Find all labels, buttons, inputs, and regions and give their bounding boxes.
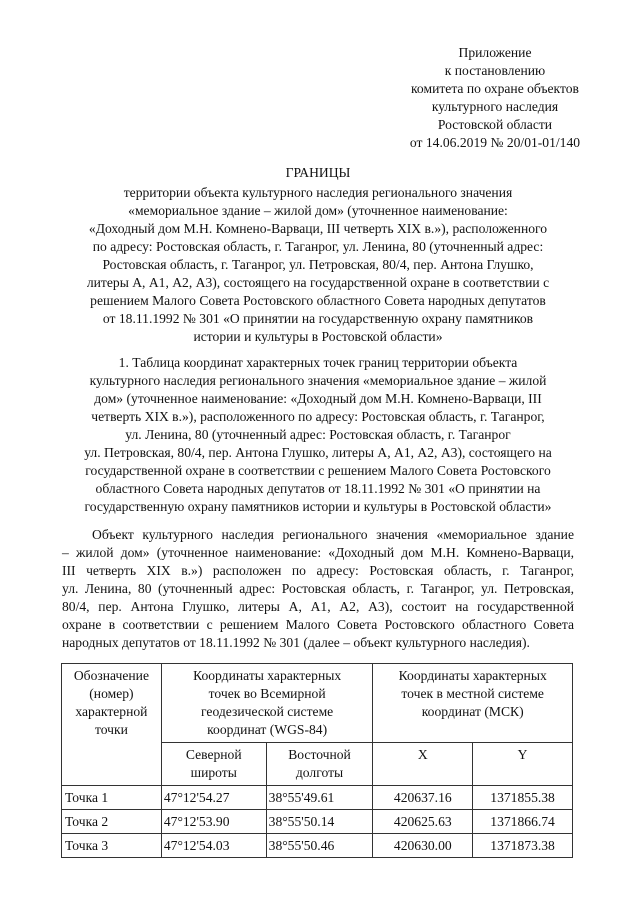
paragraph-line: народных депутатов от 18.11.1992 № 301 (далее – объект культурного наследия).: [62, 635, 530, 650]
section-line: дом» (уточненное наименование: «Доходный дом М.Н. Комнено-Варваци, III: [94, 391, 542, 406]
point-name: Точка 3: [62, 834, 162, 858]
point-longitude: 38°55'50.14: [266, 810, 373, 834]
title-line: истории и культуры в Ростовской области»: [193, 329, 443, 344]
title-line: «Доходный дом М.Н. Комнено-Варваци, III четверть XIX в.»), расположенного: [88, 221, 548, 236]
table-header-row: [62, 664, 573, 743]
section-line: четверть XIX в.»), расположенного по адресу: Ростовская область, г. Таганрог,: [91, 409, 545, 424]
section-line: ул. Ленина, 80 (уточненный адрес: Ростовская область, г. Таганрог: [125, 427, 511, 442]
section-line: культурного наследия регионального значения «мемориальное здание – жилой: [89, 373, 547, 388]
section-line: областного Совета народных депутатов от 18.11.1992 № 301 «О принятии на: [95, 481, 541, 496]
point-y: 1371866.74: [473, 810, 573, 834]
section-line: государственную охрану памятников истории и культуры в Ростовской области»: [84, 499, 552, 514]
title-line: от 18.11.1992 № 301 «О принятии на государственную охрану памятников: [102, 311, 534, 326]
title-line: по адресу: Ростовская область, г. Таганрог, ул. Ленина, 80 (уточненный адрес:: [92, 239, 544, 254]
section-line: ул. Петровская, 80/4, пер. Антона Глушко, литеры А, А1, А2, А3), состоящего на: [84, 445, 552, 460]
appendix-line: комитета по охране объектов: [411, 81, 579, 96]
point-latitude: 47°12'54.03: [161, 834, 266, 858]
section-line: 1. Таблица координат характерных точек границ территории объекта: [118, 355, 518, 370]
paragraph-line: 80/4, пер. Антона Глушко, литеры А, А1, А2, А3), состоит на государственной: [62, 599, 574, 614]
paragraph-line: Объект культурного наследия регионального значения «мемориальное здание: [92, 527, 574, 542]
title-line: Ростовская область, г. Таганрог, ул. Петровская, 80/4, пер. Антона Глушко,: [102, 257, 534, 272]
title-line: решением Малого Совета Ростовского областного Совета народных депутатов: [90, 293, 546, 308]
title-heading: ГРАНИЦЫ: [285, 165, 351, 180]
header-x: X: [373, 743, 473, 786]
header-y: Y: [473, 743, 573, 786]
section-1-heading: [62, 354, 574, 516]
coordinates-table: [61, 663, 573, 858]
paragraph-line: III четверть XIX в.») расположен по адресу: Ростовская область, г. Таганрог,: [62, 563, 574, 578]
paragraph-line: охране в соответствии с решением Малого Совета Ростовского областного Совета: [62, 617, 574, 632]
object-description-paragraph: [62, 526, 574, 652]
point-latitude: 47°12'53.90: [161, 810, 266, 834]
section-line: государственной охране в соответствии с решением Малого Совета Ростовского: [85, 463, 551, 478]
appendix-line: от 14.06.2019 № 20/01-01/140: [409, 135, 581, 150]
header-longitude: Восточной долготы: [266, 743, 373, 786]
paragraph-line: ул. Ленина, 80 (уточненный адрес: Ростовская область, г. Таганрог, ул. Петровская,: [62, 581, 574, 596]
appendix-line: культурного наследия: [431, 99, 559, 114]
point-y: 1371873.38: [473, 834, 573, 858]
point-x: 420630.00: [373, 834, 473, 858]
appendix-line: Ростовской области: [437, 117, 553, 132]
title-line: территории объекта культурного наследия регионального значения: [123, 185, 513, 200]
appendix-block: [395, 44, 595, 152]
paragraph-line: – жилой дом» (уточненное наименование: «Доходный дом М.Н. Комнено-Варваци,: [62, 545, 574, 560]
point-name: Точка 2: [62, 810, 162, 834]
table-row: [62, 810, 573, 834]
title-line: литеры А, А1, А2, А3), состоящего на государственной охране в соответствии с: [86, 275, 550, 290]
header-msk: Координаты характерных точек в местной системе координат (МСК): [373, 664, 573, 743]
title-line: «мемориальное здание – жилой дом» (уточненное наименование:: [128, 203, 508, 218]
table-row: [62, 834, 573, 858]
point-name: Точка 1: [62, 786, 162, 810]
document-title: [62, 164, 574, 346]
point-x: 420637.16: [373, 786, 473, 810]
point-x: 420625.63: [373, 810, 473, 834]
header-latitude: Северной широты: [161, 743, 266, 786]
appendix-line: к постановлению: [444, 63, 546, 78]
point-longitude: 38°55'50.46: [266, 834, 373, 858]
point-y: 1371855.38: [473, 786, 573, 810]
header-wgs84: Координаты характерных точек во Всемирной геодезической системе координат (WGS-84): [161, 664, 373, 743]
point-longitude: 38°55'49.61: [266, 786, 373, 810]
appendix-line: Приложение: [458, 45, 532, 60]
header-point-designation: Обозначение (номер) характерной точки: [62, 664, 162, 786]
table-row: [62, 786, 573, 810]
point-latitude: 47°12'54.27: [161, 786, 266, 810]
